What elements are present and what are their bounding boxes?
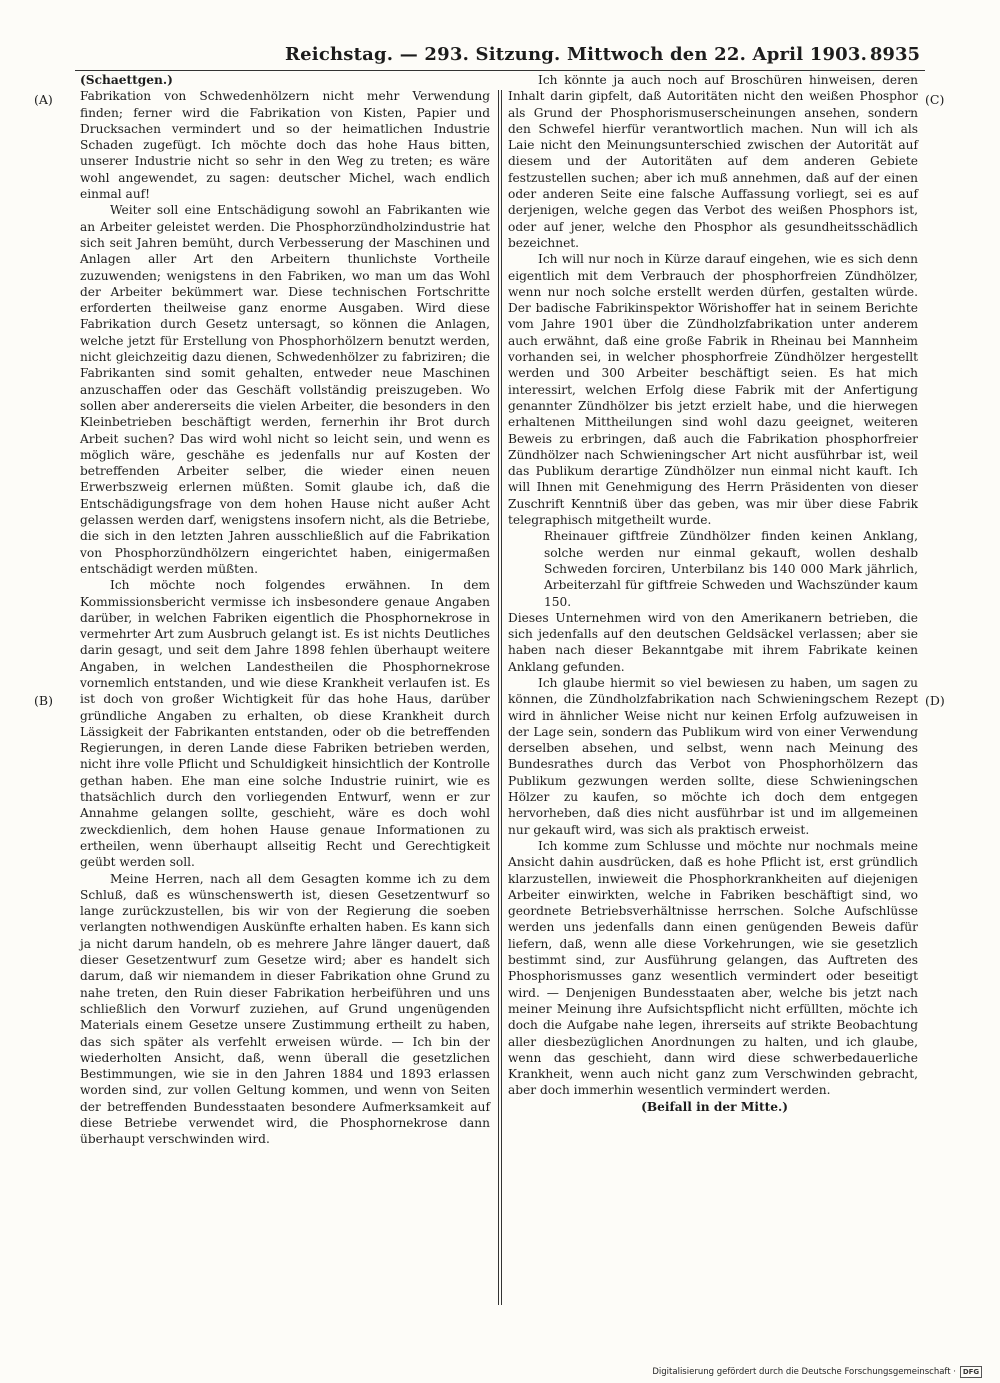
margin-marker-b: (B) [34, 693, 53, 708]
column-divider [498, 90, 499, 1305]
margin-marker-d: (D) [925, 693, 945, 708]
left-column [80, 72, 490, 1148]
paragraph: Ich glaube hiermit so viel bewiesen zu haben, um sagen zu können, die Zündholzfabrikation nach Schwieningschem Rezept wird in ähnlicher Weise nicht nur keinen Erfolg aufzuweisen in der Lage sein, sondern das Publikum wird von einer Verwendung derselben absehen, und selbst, wenn nach Meinung des Bundesrathes durch das Verbot von Phosphorhölzern das Publikum gezwungen werden sollte, diese Schwieningschen Hölzer zu kaufen, so möchte ich doch dem entgegen hervorheben, daß dies nicht ausführbar ist und im allgemeinen nur gekauft wird, was sich als praktisch erweist. [508, 675, 918, 837]
footer-credit: Digitalisierung gefördert durch die Deutsche Forschungsgemeinschaft · [652, 1367, 956, 1377]
header-rule [75, 70, 925, 71]
dfg-logo: DFG [960, 1366, 982, 1378]
page-number: 8935 [869, 44, 920, 65]
paragraph: Ich will nur noch in Kürze darauf eingehen, wie es sich denn eigentlich mit dem Verbrauch der phosphorfreien Zündhölzer, wenn nur noch solche erstellt werden dürfen, gestalten würde. Der badische Fabrikinspektor Wörishoffer hat in seinem Berichte vom Jahre 1901 über die Zündholzfabrikation unter anderem auch erwähnt, daß eine große Fabrik in Rheinau bei Mannheim vorhanden sei, in welcher phosphorfreie Zündhölzer hergestellt werden und 300 Arbeiter beschäftigt seien. Es hat mich interessirt, welchen Erfolg diese Fabrik mit der Anfertigung genannter Zündhölzer bis jetzt erzielt habe, und die hierwegen erhaltenen Mittheilungen sind wohl dazu geeignet, weiteren Beweis zu erbringen, daß auch die Fabrikation phosphorfreier Zündhölzer nach Schwieningscher Art nicht ausführbar ist, weil das Publikum derartige Zündhölzer nun einmal nicht kauft. Ich will Ihnen mit Genehmigung des Herrn Präsidenten von dieser Zuschrift Kenntniß über das geben, was mir über diese Fabrik telegraphisch mitgetheilt wurde. [508, 252, 918, 528]
page-header [0, 42, 1000, 70]
page-footer [652, 1366, 982, 1378]
speaker-header: (Schaettgen.) [80, 73, 173, 87]
quoted-telegram: Rheinauer giftfreie Zündhölzer finden keinen Anklang, solche werden nur einmal gekauft, wollen deshalb Schweden forciren, Unterbilanz bis 140 000 Mark jährlich, Arbeiterzahl für giftfreie Schweden und Wachszünder kaum 150. [544, 529, 918, 609]
paragraph: Meine Herren, nach all dem Gesagten komme ich zu dem Schluß, daß es wünschenswerth ist, diesen Gesetzentwurf so lange zurückzustellen, bis wir von der Regierung die soeben verlangten nothwendigen Auskünfte erhalten haben. Es kann sich ja nicht darum handeln, ob es mehrere Jahre länger dauert, daß dieser Gesetzentwurf zum Gesetze wird; aber es handelt sich darum, daß wir niemandem in dieser Fabrikation ohne Grund zu nahe treten, den Ruin dieser Fabrikation herbeiführen und uns schließlich den Vorwurf zuziehen, auf Grund ungenügenden Materials einem Gesetze unsere Zustimmung ertheilt zu haben, das sich später als verfehlt erweisen würde. — Ich bin der wiederholten Ansicht, daß, wenn überall die gesetzlichen Bestimmungen, wie sie in den Jahren 1884 und 1893 erlassen worden sind, zur vollen Geltung kommen, und wenn von Seiten der betreffenden Bundesstaaten besondere Aufmerksamkeit auf diese Betriebe verwendet wird, die Phosphornekrose dann überhaupt verschwinden wird. [80, 871, 490, 1147]
right-column [508, 72, 918, 1115]
applause-note: (Beifall in der Mitte.) [641, 1099, 788, 1114]
margin-marker-c: (C) [925, 92, 945, 107]
running-title: Reichstag. — 293. Sitzung. Mittwoch den 22. April 1903. [285, 44, 868, 65]
paragraph: Dieses Unternehmen wird von den Amerikanern betrieben, die sich jedenfalls auf den deutschen Geldsäckel verlassen; aber sie haben nach dieser Bekanntgabe mit ihrem Fabrikate keinen Anklang gefunden. [508, 610, 918, 674]
paragraph: Ich komme zum Schlusse und möchte nur nochmals meine Ansicht dahin ausdrücken, daß es hohe Pflicht ist, erst gründlich klarzustellen, inwieweit die Phosphorkrankheiten auf diejenigen Arbeiter einwirkten, welche in Fabriken beschäftigt sind, wo geordnete Betriebsverhältnisse herrschen. Solche Aufschlüsse werden uns jedenfalls dann einen genügenden Beweis dafür liefern, daß, wenn alle diese Vorkehrungen, wie sie gesetzlich bestimmt sind, zur Ausführung gelangen, das Auftreten des Phosphorismusses ganz wesentlich vermindert oder beseitigt wird. — Denjenigen Bundesstaaten aber, welche bis jetzt nach meiner Meinung ihre Aufsichtspflicht nicht erfüllten, möchte ich doch die Aufgabe nahe legen, ihrerseits auf strikte Beobachtung aller diesbezüglichen Anordnungen zu halten, und ich glaube, wenn das geschieht, dann wird diese schwerbedauerliche Krankheit, wenn auch nicht ganz zum Verschwinden gebracht, aber doch immerhin wesentlich vermindert werden. [508, 838, 918, 1098]
paragraph: Weiter soll eine Entschädigung sowohl an Fabrikanten wie an Arbeiter geleistet werden. Die Phosphorzündholzindustrie hat sich seit Jahren bemüht, durch Verbesserung der Maschinen und Anlagen aller Art den Arbeitern thunlichste Vortheile zuzuwenden; wenigstens in den Fabriken, wo man um das Wohl der Arbeiter bekümmert war. Diese technischen Fortschritte erforderten theilweise ganz enorme Ausgaben. Wird diese Fabrikation durch Gesetz untersagt, so können die Anlagen, welche jetzt für Erstellung von Phosphorhölzern benutzt werden, nicht gleichzeitig dazu dienen, Schwedenhölzer zu fabriziren; die Fabrikanten sind somit gehalten, entweder neue Maschinen anzuschaffen oder das Geschäft vollständig preiszugeben. Wo sollen aber andererseits die vielen Arbeiter, die besonders in den Kleinbetrieben beschäftigt werden, fernerhin ihr Brot durch Arbeit suchen? Das wird wohl nicht so leicht sein, und wenn es möglich wäre, geschähe es jedenfalls nur auf Kosten der betreffenden Arbeiter selber, die wieder einen neuen Erwerbszweig erlernen müßten. Somit glaube ich, daß die Entschädigungsfrage von dem hohen Hause nicht außer Acht gelassen werden darf, wenigstens insofern nicht, als die Betriebe, die sich in den letzten Jahren ausschließlich auf die Fabrikation von Phosphorzündhölzern eingerichtet haben, einigermaßen entschädigt werden müßten. [80, 203, 490, 576]
paragraph: Ich könnte ja auch noch auf Broschüren hinweisen, deren Inhalt darin gipfelt, daß Autoritäten nicht den weißen Phosphor als Grund der Phosphorismuserscheinungen ansehen, sondern den Schwefel hierfür verantwortlich machen. Nun will ich als Laie nicht den Meinungsunterschied zwischen der Autorität auf diesem und der Autoritäten auf dem anderen Gebiete festzustellen suchen; aber ich muß annehmen, daß auf der einen oder anderen Seite eine falsche Auffassung vorliegt, sei es auf derjenigen, welche gegen das Verbot des weißen Phosphors ist, oder auf jener, welche den Phosphor als gesundheitsschädlich bezeichnet. [508, 73, 918, 250]
column-divider [501, 90, 502, 1305]
margin-marker-a: (A) [34, 92, 53, 107]
paragraph: Fabrikation von Schwedenhölzern nicht mehr Verwendung finden; ferner wird die Fabrikation von Kisten, Papier und Drucksachen vermindert und so der heimatlichen Industrie Schaden zugefügt. Ich möchte doch das hohe Haus bitten, unserer Industrie nicht so sehr in den Weg zu treten; es wäre wohl angewendet, zu sagen: deutscher Michel, wach endlich einmal auf! [80, 89, 490, 202]
paragraph: Ich möchte noch folgendes erwähnen. In dem Kommissionsbericht vermisse ich insbesondere genaue Angaben darüber, in welchen Fabriken eigentlich die Phosphornekrose in vermehrter Art zum Ausbruch gelangt ist. Es ist nichts Deutliches darin gesagt, und seit dem Jahre 1898 fehlen überhaupt weitere Angaben, in welchen Landestheilen die Phosphornekrose vornemlich entstanden, und wie diese Krankheit verlaufen ist. Es ist doch von großer Wichtigkeit für das hohe Haus, darüber gründliche Angaben zu erhalten, ob diese Krankheit durch Lässigkeit der Fabrikanten entstanden, oder ob die betreffenden Regierungen, in deren Lande diese Fabriken betrieben werden, nicht ihre volle Pflicht und Schuldigkeit hinsichtlich der Kontrolle gethan haben. Ehe man eine solche Industrie ruinirt, wie es thatsächlich durch den vorliegenden Entwurf, wenn er zur Annahme gelangen sollte, geschieht, wäre es doch wohl zweckdienlich, dem hohen Hause genaue Informationen zu ertheilen, wenn überhaupt allseitig Recht und Gerechtigkeit geübt werden soll. [80, 578, 490, 870]
